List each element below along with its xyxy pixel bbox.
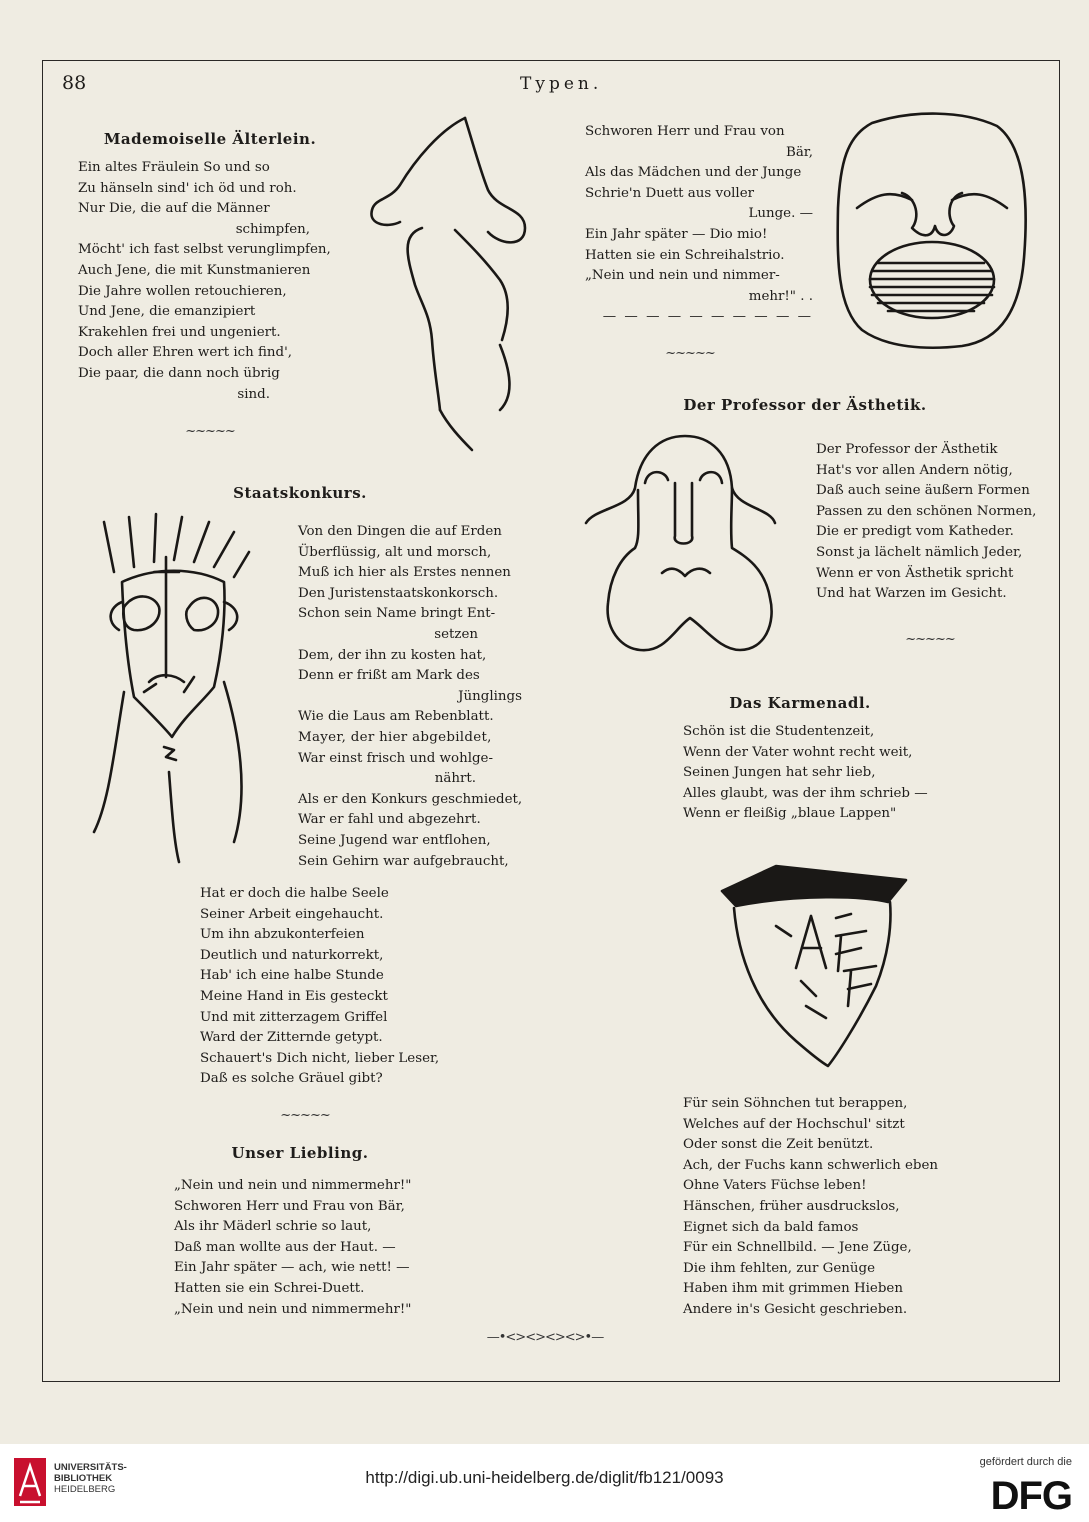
poem-line: Andere in's Gesicht geschrieben. xyxy=(683,1301,908,1317)
poem-line: Die Jahre wollen retouchieren, xyxy=(78,283,287,299)
poem-schworen xyxy=(585,122,813,328)
poem-line: Die ihm fehlten, zur Genüge xyxy=(683,1260,875,1276)
drawing-mayer-portrait xyxy=(84,512,284,872)
poem-line: „Nein und nein und nimmer- xyxy=(585,268,780,284)
poem-line: Ein Jahr später — Dio mio! xyxy=(585,226,768,242)
poem-title-mademoiselle: Mademoiselle Älterlein. xyxy=(103,130,317,148)
poem-line: Hatten sie ein Schreihalstrio. xyxy=(585,247,785,263)
poem-line: Seine Jugend war entflohen, xyxy=(298,832,491,848)
poem-line: „Nein und nein und nimmermehr!" xyxy=(174,1178,412,1193)
ornament-wave: ~~~~~ xyxy=(665,346,715,361)
poem-line: War er fahl und abgezehrt. xyxy=(298,812,481,828)
poem-line: Schworen Herr und Frau von xyxy=(585,124,785,139)
running-head: Typen. xyxy=(520,74,603,94)
drawing-karmenadl-face xyxy=(716,856,912,1070)
poem-line: Alles glaubt, was der ihm schrieb — xyxy=(683,785,928,801)
poem-line: Ein altes Fräulein So und so xyxy=(78,160,270,175)
poem-line: Wenn er von Ästhetik spricht xyxy=(816,565,1014,581)
poem-line: Welches auf der Hochschul' sitzt xyxy=(683,1116,905,1132)
poem-line: Dem, der ihn zu kosten hat, xyxy=(298,647,487,663)
poem-line: Seinen Jungen hat sehr lieb, xyxy=(683,765,876,781)
poem-line: Seiner Arbeit eingehaucht. xyxy=(200,906,384,922)
poem-line: Eignet sich da bald famos xyxy=(683,1219,859,1235)
poem-line: Sein Gehirn war aufgebraucht, xyxy=(298,853,509,869)
poem-line: Als ihr Mäderl schrie so laut, xyxy=(174,1219,372,1235)
poem-line: Wenn der Vater wohnt recht weit, xyxy=(683,744,913,760)
poem-line: Hat er doch die halbe Seele xyxy=(200,886,389,901)
poem-line: Hat's vor allen Andern nötig, xyxy=(816,462,1013,478)
poem-line: Schon sein Name bringt Ent- xyxy=(298,606,496,622)
poem-line: Bär, xyxy=(785,144,813,160)
ornament-wave: ~~~~~ xyxy=(905,632,955,647)
poem-line: Ein Jahr später — ach, wie nett! — xyxy=(174,1260,410,1276)
poem-line: Schön ist die Studentenzeit, xyxy=(683,724,875,739)
poem-line: — — — — — — — — — — xyxy=(602,309,813,325)
library-line: BIBLIOTHEK xyxy=(54,1473,113,1484)
drawing-schreihals-face xyxy=(832,108,1032,358)
poem-line: Daß man wollte aus der Haut. — xyxy=(174,1239,396,1255)
poem-line: Muß ich hier als Erstes nennen xyxy=(298,565,511,581)
poem-line: Krakehlen frei und ungeniert. xyxy=(78,324,281,340)
poem-line: Zu hänseln sind' ich öd und roh. xyxy=(78,180,297,196)
poem-line: Überflüssig, alt und morsch, xyxy=(298,544,492,560)
footer-bar xyxy=(0,1444,1089,1522)
poem-line: Hatten sie ein Schrei-Duett. xyxy=(174,1280,365,1296)
poem-line: Ward der Zitternde getypt. xyxy=(200,1030,383,1046)
poem-line: Doch aller Ehren wert ich find', xyxy=(78,345,293,361)
poem-line: setzen xyxy=(434,626,478,642)
ornament-wave: ~~~~~ xyxy=(185,424,235,439)
poem-line: Und Jene, die emanzipiert xyxy=(78,304,256,320)
poem-line: Für ein Schnellbild. — Jene Züge, xyxy=(683,1240,912,1256)
poem-line: Wenn er fleißig „blaue Lappen" xyxy=(683,806,897,822)
poem-karmenadl-cont xyxy=(683,1094,983,1321)
page-number: 88 xyxy=(62,72,87,94)
poem-line: Als das Mädchen und der Junge xyxy=(585,165,802,181)
poem-karmenadl xyxy=(683,722,983,825)
poem-line: Daß auch seine äußern Formen xyxy=(816,483,1030,499)
poem-line: Meine Hand in Eis gesteckt xyxy=(200,988,388,1004)
poem-line: Für sein Söhnchen tut berappen, xyxy=(683,1096,908,1111)
drawing-professor-face xyxy=(580,428,780,660)
poem-line: Lunge. — xyxy=(748,206,813,222)
ornament-end: —•<><><><>•— xyxy=(486,1330,604,1345)
poem-line: Möcht' ich fast selbst verunglimpfen, xyxy=(78,242,331,258)
source-url-link[interactable]: http://digi.ub.uni-heidelberg.de/diglit/fb121/0093 xyxy=(365,1468,724,1487)
poem-line: Und mit zitterzagem Griffel xyxy=(200,1009,388,1025)
library-line: UNIVERSITÄTS- xyxy=(54,1462,127,1473)
poem-line: Schauert's Dich nicht, lieber Leser, xyxy=(200,1050,440,1066)
poem-title-karmenadl: Das Karmenadl. xyxy=(729,694,871,712)
dfg-logo-icon[interactable]: DFG xyxy=(990,1474,1072,1518)
library-line: HEIDELBERG xyxy=(54,1484,116,1495)
poem-line: Denn er frißt am Mark des xyxy=(298,668,480,684)
poem-title-liebling: Unser Liebling. xyxy=(231,1144,369,1162)
poem-line: Mayer, der hier abgebildet, xyxy=(298,729,492,745)
poem-line: Der Professor der Ästhetik xyxy=(816,442,998,457)
poem-line: schimpfen, xyxy=(235,221,310,237)
poem-line: Passen zu den schönen Normen, xyxy=(816,503,1037,519)
poem-line: Den Juristenstaatskonkorsch. xyxy=(298,585,499,601)
ornament-wave: ~~~~~ xyxy=(280,1108,330,1123)
poem-staatskonkurs-cont xyxy=(200,884,500,1090)
drawing-mademoiselle-nose xyxy=(360,110,530,460)
poem-line: Und hat Warzen im Gesicht. xyxy=(816,586,1007,602)
poem-professor xyxy=(816,440,1046,605)
poem-line: Schrie'n Duett aus voller xyxy=(585,185,755,201)
poem-line: „Nein und nein und nimmermehr!" xyxy=(174,1301,412,1317)
poem-line: sind. xyxy=(237,386,270,402)
poem-mademoiselle xyxy=(78,158,340,405)
poem-title-staatskonkurs: Staatskonkurs. xyxy=(233,484,367,502)
poem-line: Oder sonst die Zeit benützt. xyxy=(683,1137,874,1153)
poem-line: Daß es solche Gräuel gibt? xyxy=(200,1071,383,1087)
poem-line: Ach, der Fuchs kann schwerlich eben xyxy=(683,1157,939,1173)
poem-title-professor: Der Professor der Ästhetik. xyxy=(683,396,927,414)
poem-liebling xyxy=(174,1176,474,1320)
poem-line: Nur Die, die auf die Männer xyxy=(78,201,270,217)
poem-line: War einst frisch und wohlge- xyxy=(298,750,494,766)
poem-line: Die er predigt vom Katheder. xyxy=(816,524,1014,540)
poem-line: Schworen Herr und Frau von Bär, xyxy=(174,1198,405,1214)
poem-line: Die paar, die dann noch übrig xyxy=(78,365,280,381)
poem-line: Jünglings xyxy=(458,688,522,704)
poem-line: Hänschen, früher ausdruckslos, xyxy=(683,1198,900,1214)
poem-line: Hab' ich eine halbe Stunde xyxy=(200,968,384,984)
poem-line: Von den Dingen die auf Erden xyxy=(298,524,502,539)
poem-line: Sonst ja lächelt nämlich Jeder, xyxy=(816,544,1023,560)
poem-line: Deutlich und naturkorrekt, xyxy=(200,947,384,963)
poem-line: mehr!" . . xyxy=(748,288,813,304)
poem-line: Wie die Laus am Rebenblatt. xyxy=(298,709,494,725)
dfg-caption: gefördert durch die xyxy=(979,1456,1072,1468)
poem-line: Auch Jene, die mit Kunstmanieren xyxy=(78,262,311,278)
poem-line: Ohne Vaters Füchse leben! xyxy=(683,1178,867,1194)
poem-line: Als er den Konkurs geschmiedet, xyxy=(298,791,523,807)
poem-line: Haben ihm mit grimmen Hieben xyxy=(683,1281,903,1297)
poem-line: nährt. xyxy=(434,771,476,787)
poem-line: Um ihn abzukonterfeien xyxy=(200,927,365,943)
poem-staatskonkurs xyxy=(298,522,526,872)
